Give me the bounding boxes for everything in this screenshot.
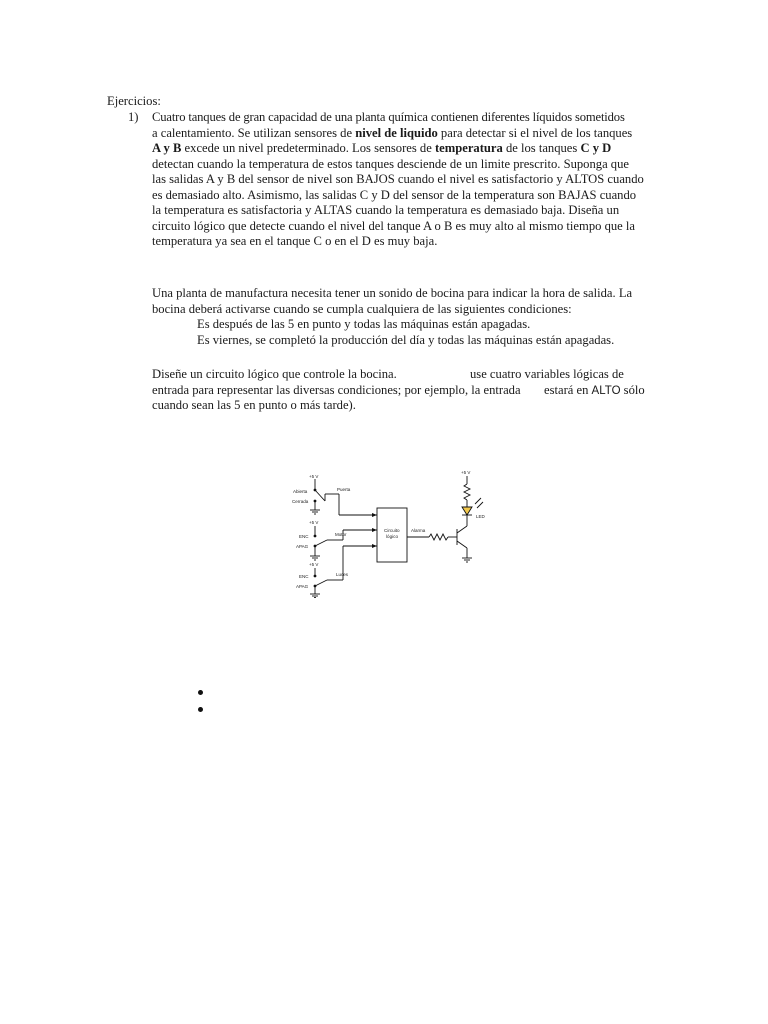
switch-cerrada-label: Cerrada	[292, 499, 309, 504]
exercise-1-text	[152, 110, 662, 250]
exercise-2-text	[152, 286, 672, 348]
design-line-3: cuando sean las 5 en punto o más tarde).	[152, 398, 356, 412]
ex1-l2-c: para detectar si el nivel de los tanques	[437, 125, 633, 140]
design-line-2	[152, 383, 672, 399]
ex2-condition-2: Es viernes, se completó la producción del día y todas las máquinas están apagadas.	[197, 332, 615, 347]
design-l2-d: sólo	[620, 382, 645, 397]
alarm-circuit-diagram	[285, 466, 495, 598]
design-l2-b: estará en	[544, 382, 592, 397]
ex1-line-7: la temperatura es satisfactoria y ALTAS cuando la temperatura es demasiado baja. Diseña un	[152, 203, 620, 217]
supply-label-1: +5 V	[309, 474, 319, 479]
ex2-line-1: Una planta de manufactura necesita tener un sonido de bocina para indicar la hora de salida. La	[152, 286, 633, 300]
design-l1-a: Diseñe un circuito lógico que controle la bocina.	[152, 367, 397, 381]
ex1-l2-bold: nivel de liquido	[355, 125, 438, 140]
list-bullet-2	[198, 707, 203, 712]
ex1-line-9: temperatura ya sea en el tanque C o en el D es muy baja.	[152, 234, 438, 248]
ex1-line-6: es demasiado alto. Asimismo, las salidas C y D del sensor de la temperatura son BAJAS cuando	[152, 187, 637, 202]
switch-abierta-label: Abierta	[293, 489, 308, 494]
led-label: LED	[476, 514, 485, 519]
exercises-heading: Ejercicios:	[107, 94, 161, 108]
ex1-line-5: las salidas A y B del sensor de nivel son BAJOS cuando el nivel es satisfactorio y ALTOS cuando	[152, 172, 644, 186]
logic-block-label-2: lógico	[386, 534, 399, 539]
supply-label-2: +5 V	[309, 520, 319, 525]
design-l2-alto: ALTO	[591, 384, 621, 397]
ex1-line-1: Cuatro tanques de gran capacidad de una planta química contienen diferentes líquidos sometidos	[152, 110, 625, 124]
supply-label-3: +5 V	[309, 562, 319, 567]
ex1-line-2	[152, 126, 662, 142]
list-bullet-1	[198, 690, 203, 695]
design-l2-a: entrada para representar las diversas condiciones; por ejemplo, la entrada	[152, 382, 521, 397]
ex1-l3-bold-cd: C y D	[580, 141, 612, 155]
ex1-l3-bold-temp: temperatura	[434, 141, 503, 155]
ex2-condition-1: Es después de las 5 en punto y todas las máquinas están apagadas.	[197, 317, 531, 331]
design-l1-b: use cuatro variables lógicas de	[470, 367, 624, 381]
ex1-line-3	[152, 141, 662, 157]
puerta-label: Puerta	[337, 487, 351, 492]
logic-block-label-1: Circuito	[384, 528, 400, 533]
ex1-l2-a: a calentamiento. Se utilizan sensores de	[152, 125, 356, 140]
switch-enc-label-2: ENC	[299, 574, 309, 579]
switch-enc-label-1: ENC	[299, 534, 309, 539]
switch-apag-label-1: APAG	[296, 544, 309, 549]
ex1-line-8: circuito lógico que detecte cuando el nivel del tanque A o B es muy alto al mismo tiempo que la	[152, 218, 635, 233]
exercise-1-number: 1)	[128, 110, 139, 124]
design-l2-b-group	[544, 383, 645, 400]
ex1-line-4: detectan cuando la temperatura de estos tanques desciende de un limite prescrito. Suponga que	[152, 156, 629, 171]
ex2-line-2: bocina deberá activarse cuando se cumpla cualquiera de las siguientes condiciones:	[152, 301, 572, 316]
design-line-1	[152, 367, 672, 383]
ex1-l3-d: de los tanques	[502, 141, 581, 155]
switch-apag-label-2: APAG	[296, 584, 309, 589]
ex1-l3-bold-ab: A y B	[152, 141, 182, 155]
ex1-l3-b: excede un nivel predeterminado. Los sensores de	[181, 141, 435, 155]
luces-label: Luces	[336, 572, 349, 577]
design-instructions	[152, 367, 672, 414]
alarma-label: Alarma	[411, 528, 426, 533]
supply-label-4: +5 V	[461, 470, 471, 475]
motor-label: Motor	[335, 532, 347, 537]
